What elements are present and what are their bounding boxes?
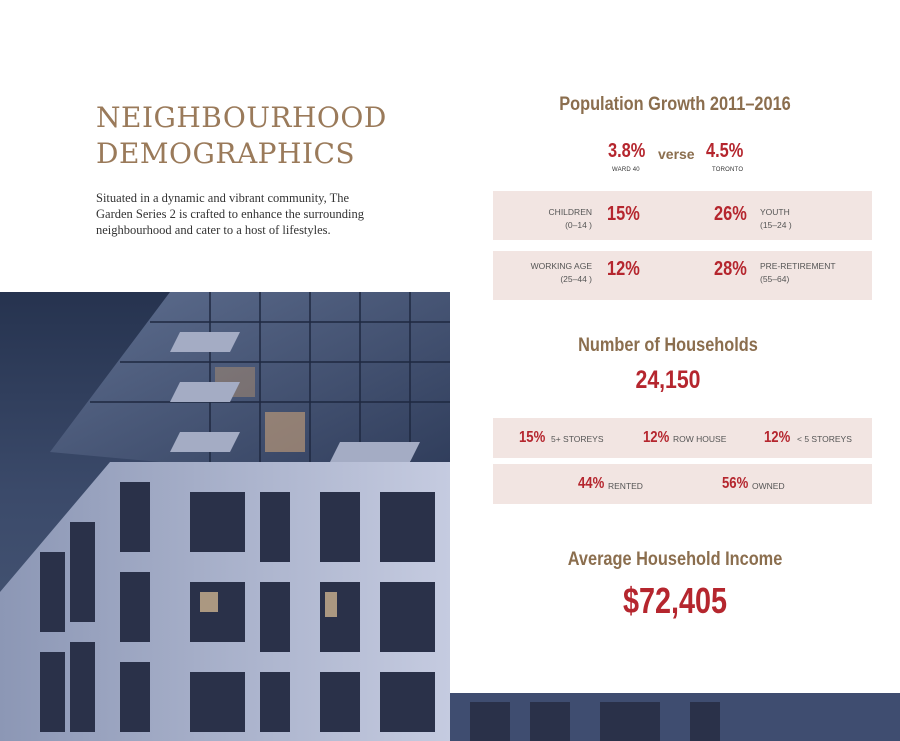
ward-value: 3.8% [608,140,646,162]
working-age-value: 12% [607,258,640,280]
pre-retirement-label: PRE-RETIREMENT [760,261,836,271]
income-value: $72,405 [622,580,728,621]
population-title: Population Growth 2011–2016 [559,94,791,115]
children-label: CHILDREN [548,207,592,217]
type-2-value: 12% [643,429,670,446]
children-range: (0–14 ) [565,220,592,230]
type-1-value: 15% [519,429,546,446]
age-label-children [520,206,592,232]
type-3-label: < 5 STOREYS [797,434,852,444]
youth-label: YOUTH [760,207,790,217]
working-age-range: (25–44 ) [560,274,592,284]
youth-range: (15–24 ) [760,220,792,230]
ward-label: WARD 40 [612,167,640,173]
age-label-pre-retirement [760,260,860,286]
type-3-value: 12% [764,429,791,446]
owned-label: OWNED [752,481,785,491]
pre-retirement-range: (55–64) [760,274,790,284]
income-title: Average Household Income [567,549,783,570]
children-value: 15% [607,203,640,225]
age-label-working [510,260,592,286]
owned-value: 56% [722,475,749,492]
youth-value: 26% [714,203,747,225]
title-line-1: NEIGHBOURHOOD [96,101,387,134]
type-1-label: 5+ STOREYS [551,434,604,444]
age-label-youth [760,206,860,232]
toronto-label: TORONTO [712,167,744,173]
title-line-2: DEMOGRAPHICS [96,137,356,170]
tenure-band [493,464,872,504]
versus-text: verse [658,146,695,162]
toronto-value: 4.5% [706,140,744,162]
working-age-label: WORKING AGE [530,261,592,271]
rented-value: 44% [578,475,605,492]
page-title [96,100,387,172]
type-2-label: ROW HOUSE [673,434,727,444]
pre-retirement-value: 28% [714,258,747,280]
intro-paragraph: Situated in a dynamic and vibrant community, The Garden Series 2 is crafted to enhance the surrounding neighbourhood and cater to a host of lifestyles. [96,191,364,237]
households-value: 24,150 [635,366,701,394]
households-title: Number of Households [578,335,758,356]
rented-label: RENTED [608,481,643,491]
